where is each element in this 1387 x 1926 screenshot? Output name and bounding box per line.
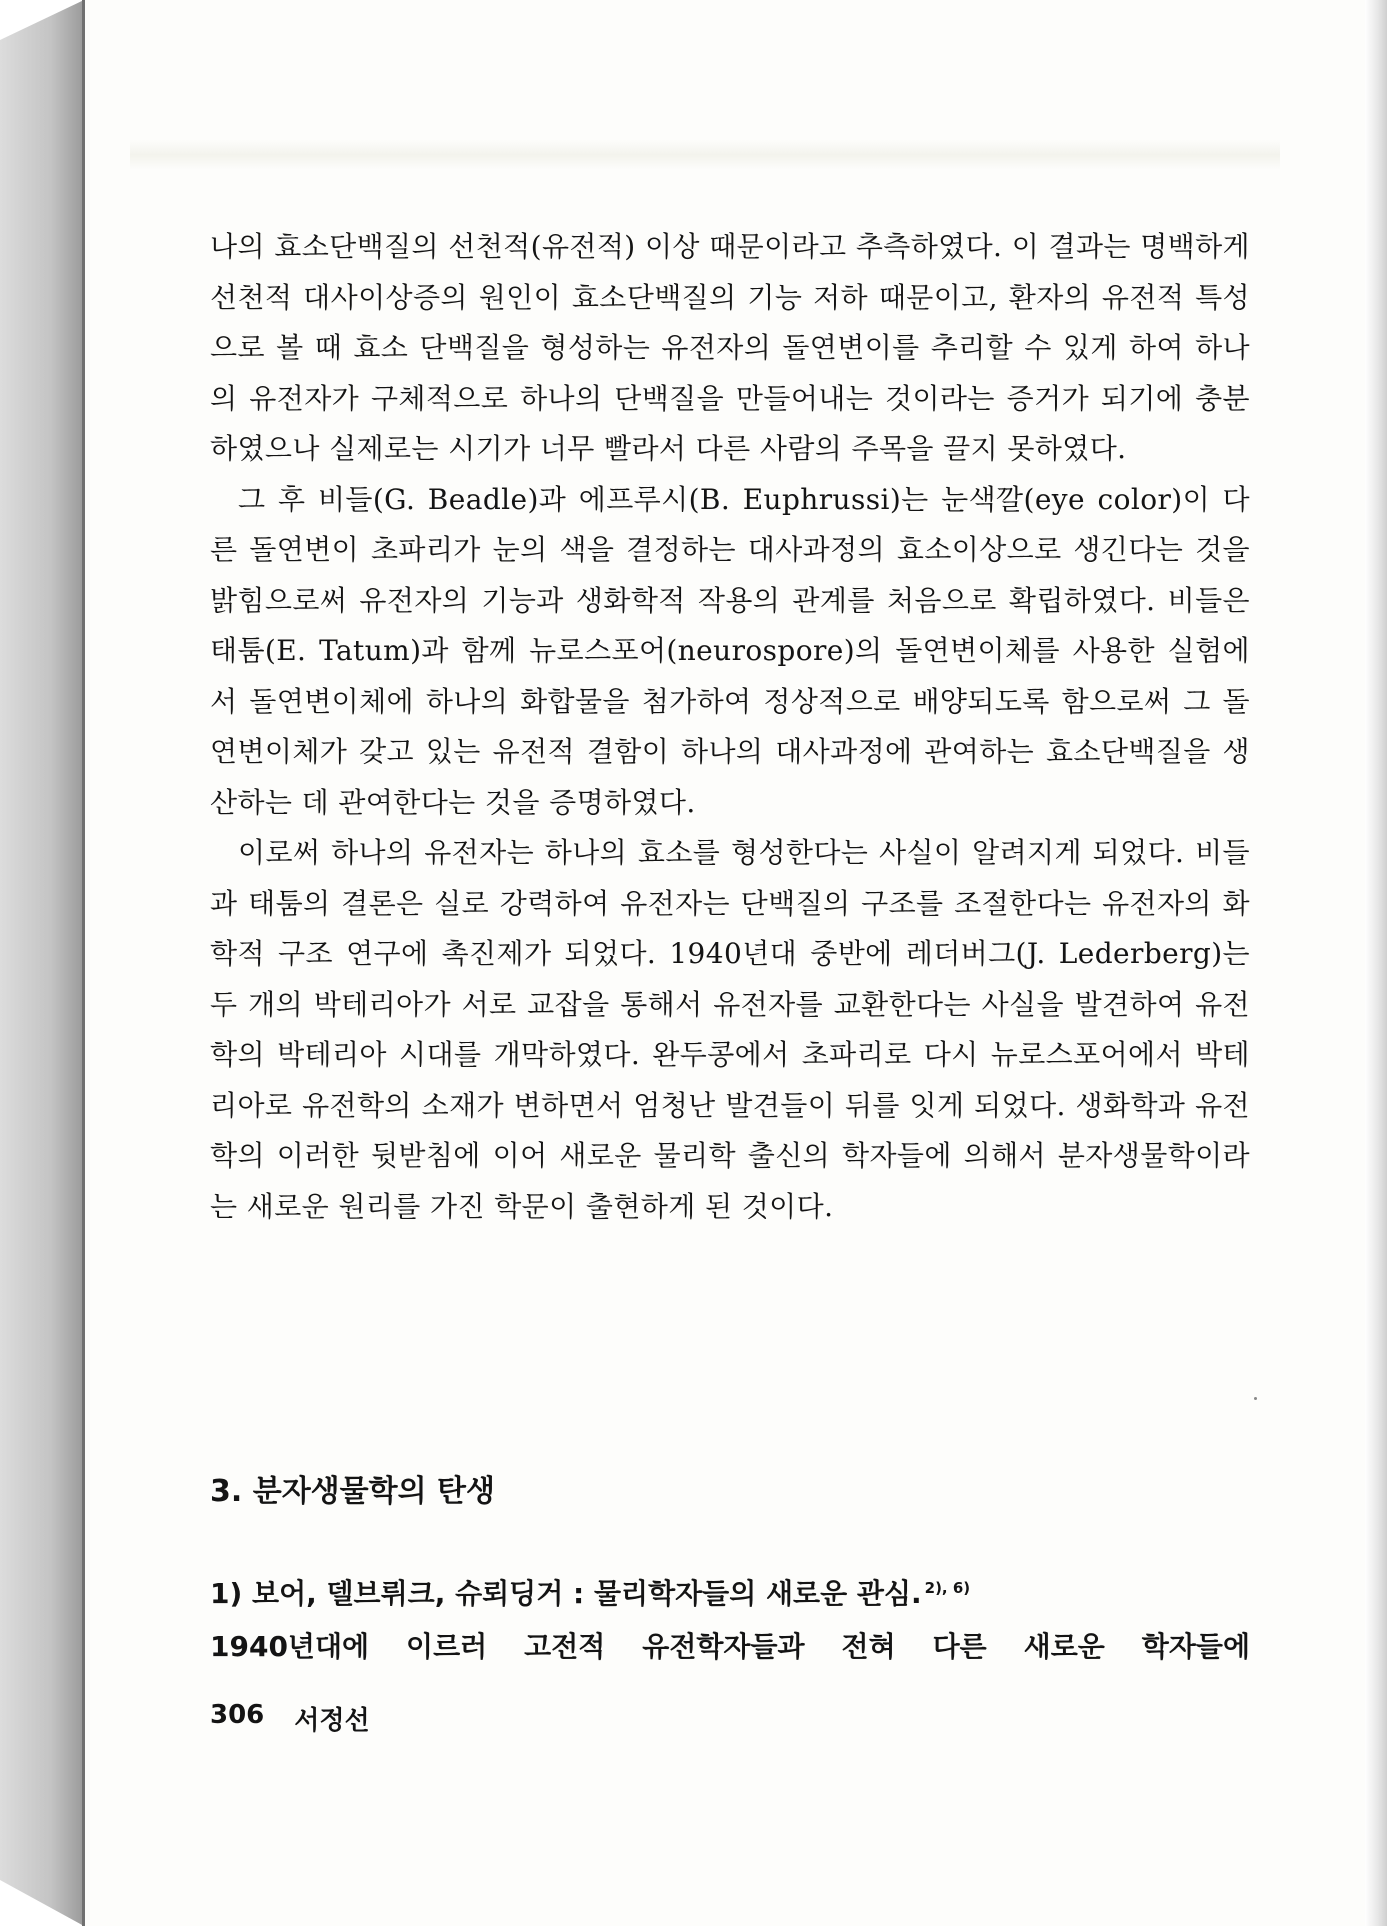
paragraph-1: 나의 효소단백질의 선천적(유전적) 이상 때문이라고 추측하였다. 이 결과는 명백하게 선천적 대사이상증의 원인이 효소단백질의 기능 저하 때문이고, 환자의 유전적 특성으로 볼 때 효소 단백질을 형성하는 유전자의 돌연변이를 추리할 수 있게 하여 하나의 유전자가 구체적으로 하나의 단백질을 만들어내는 것이라는 증거가 되기에 충분하였으나 실제로는 시기가 너무 빨라서 다른 사람의 주목을 끌지 못하였다. (210, 230, 1250, 465)
subsection-heading (210, 1572, 970, 1612)
subsection-first-line: 1940년대에 이르러 고전적 유전학자들과 전혀 다른 새로운 학자들에 (210, 1630, 1250, 1663)
footnote-ref: 2), 6) (924, 1578, 971, 1597)
subsection-title: 1) 보어, 델브뤼크, 슈뢰딩거 : 물리학자들의 새로운 관심. (210, 1577, 922, 1610)
body-text (210, 222, 1250, 1232)
paragraph-2: 그 후 비들(G. Beadle)과 에프루시(B. Euphrussi)는 눈색깔(eye color)이 다른 돌연변이 초파리가 눈의 색을 결정하는 대사과정의 효소이상으로 생긴다는 것을 밝힘으로써 유전자의 기능과 생화학적 작용의 관계를 처음으로 확립하였다. 비들은 태툼(E. Tatum)과 함께 뉴로스포어(neurospore)의 돌연변이체를 사용한 실험에서 돌연변이체에 하나의 화합물을 첨가하여 정상적으로 배양되도록 함으로써 그 돌연변이체가 갖고 있는 유전적 결함이 하나의 대사과정에 관여하는 효소단백질을 생산하는 데 관여한다는 것을 증명하였다. (210, 482, 1250, 819)
page-tint (130, 140, 1280, 170)
section-heading: 3. 분자생물학의 탄생 (210, 1474, 495, 1509)
paragraph-3: 이로써 하나의 유전자는 하나의 효소를 형성한다는 사실이 알려지게 되었다. 비들과 태툼의 결론은 실로 강력하여 유전자는 단백질의 구조를 조절한다는 유전자의 화학적 구조 연구에 촉진제가 되었다. 1940년대 중반에 레더버그(J. Lederberg)는 두 개의 박테리아가 서로 교잡을 통해서 유전자를 교환한다는 사실을 발견하여 유전학의 박테리아 시대를 개막하였다. 완두콩에서 초파리로 다시 뉴로스포어에서 박테리아로 유전학의 소재가 변하면서 엄청난 발견들이 뒤를 잇게 되었다. 생화학과 유전학의 이러한 뒷받침에 이어 새로운 물리학 출신의 학자들에 의해서 분자생물학이라는 새로운 원리를 가진 학문이 출현하게 된 것이다. (210, 836, 1250, 1223)
book-spine (0, 0, 84, 1926)
page-speck (1254, 1397, 1257, 1400)
page-number: 306 (210, 1700, 265, 1730)
page-footer (210, 1700, 370, 1737)
author-name: 서정선 (294, 1706, 370, 1736)
page-right-shadow (1365, 0, 1387, 1926)
